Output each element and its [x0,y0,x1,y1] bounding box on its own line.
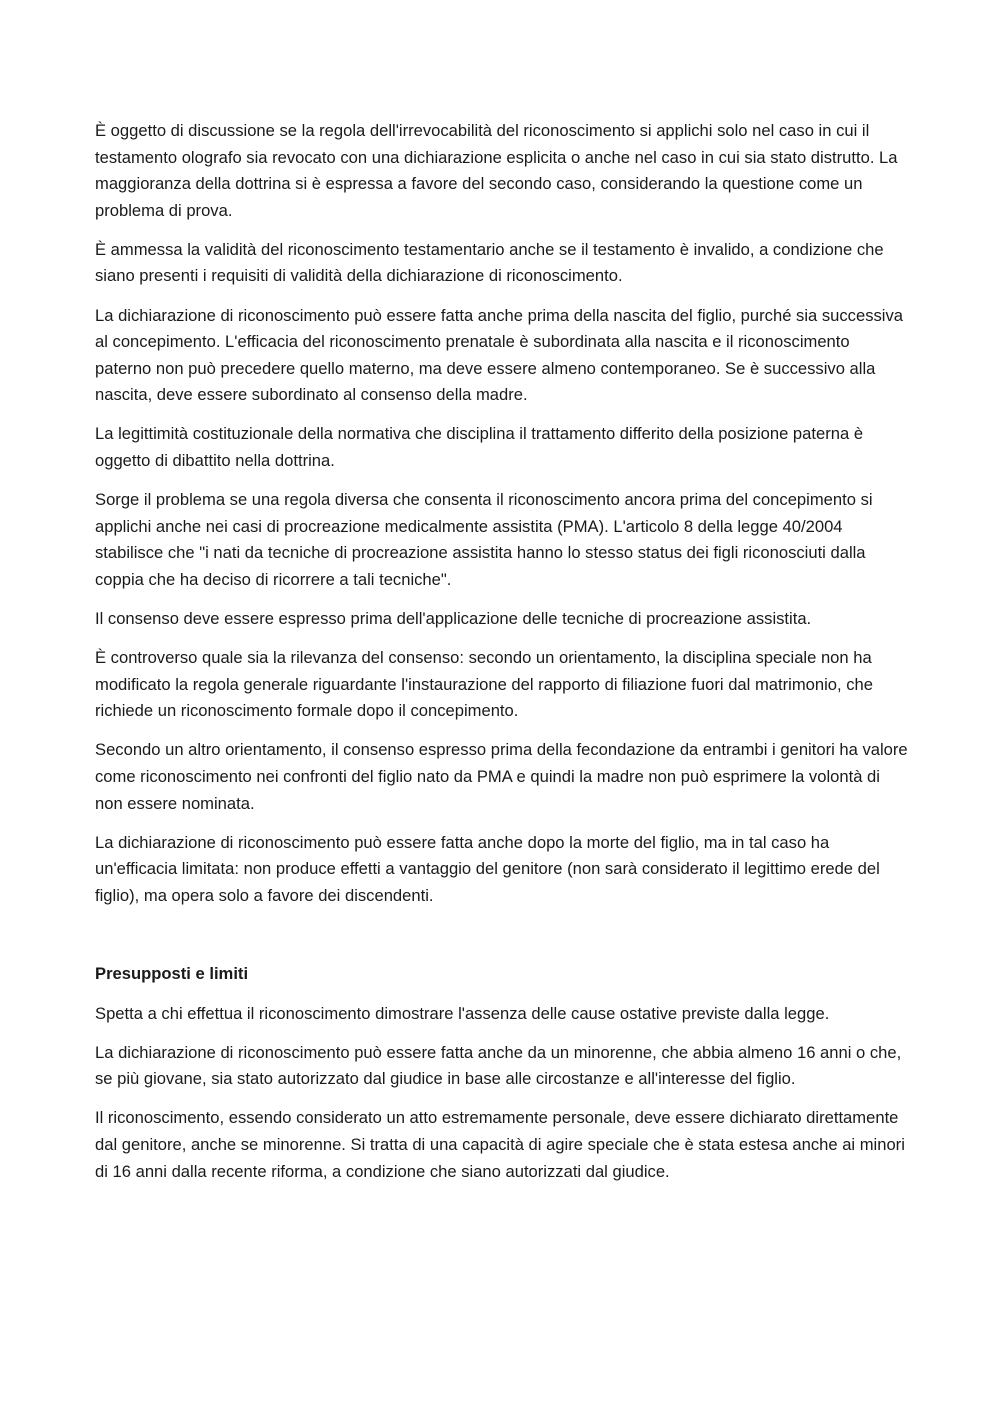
paragraph: Secondo un altro orientamento, il consenso espresso prima della fecondazione da entrambi i genitori ha valore come riconoscimento nei confronti del figlio nato da PMA e quindi la madre non può esprimere la volontà di non essere nominata. [95,740,908,813]
paragraph: Sorge il problema se una regola diversa che consenta il riconoscimento ancora prima del concepimento si applichi anche nei casi di procreazione medicalmente assistita (PMA). L'articolo 8 della legge 40/2004 stabilisce che "i nati da tecniche di procreazione assistita hanno lo stesso status dei figli riconosciuti dalla coppia che ha deciso di ricorrere a tali tecniche". [95,490,873,589]
paragraph: La dichiarazione di riconoscimento può essere fatta anche da un minorenne, che abbia almeno 16 anni o che, se più giovane, sia stato autorizzato dal giudice in base alle circostanze e all'interesse del figlio. [95,1042,902,1089]
paragraph: La dichiarazione di riconoscimento può essere fatta anche prima della nascita del figlio, purché sia successiva al concepimento. L'efficacia del riconoscimento prenatale è subordinata alla nascita e il riconoscimento paterno non può precedere quello materno, ma deve essere almeno contemporaneo. Se è successivo alla nascita, deve essere subordinato al consenso della madre. [95,305,904,405]
document-body [95,118,910,1198]
paragraph: La legittimità costituzionale della normativa che disciplina il trattamento differito della posizione paterna è oggetto di dibattito nella dottrina. [95,424,864,471]
paragraph: È oggetto di discussione se la regola dell'irrevocabilità del riconoscimento si applichi solo nel caso in cui il testamento olografo sia revocato con una dichiarazione esplicita o anche nel caso in cui sia stato distrutto. La maggioranza della dottrina si è espressa a favore del secondo caso, considerando la questione come un problema di prova. [95,121,898,220]
paragraph: Il consenso deve essere espresso prima dell'applicazione delle tecniche di procreazione assistita. [95,609,812,628]
paragraph: È ammessa la validità del riconoscimento testamentario anche se il testamento è invalido, a condizione che siano presenti i requisiti di validità della dichiarazione di riconoscimento. [95,239,884,286]
section-heading: Presupposti e limiti [95,964,249,984]
paragraph: La dichiarazione di riconoscimento può essere fatta anche dopo la morte del figlio, ma in tal caso ha un'efficacia limitata: non produce effetti a vantaggio del genitore (non sarà considerato il legittimo erede del figlio), ma opera solo a favore dei discendenti. [95,832,880,905]
paragraph: È controverso quale sia la rilevanza del consenso: secondo un orientamento, la disciplina speciale non ha modificato la regola generale riguardante l'instaurazione del rapporto di filiazione fuori dal matrimonio, che richiede un riconoscimento formale dopo il concepimento. [95,648,873,721]
paragraph: Il riconoscimento, essendo considerato un atto estremamente personale, deve essere dichiarato direttamente dal genitore, anche se minorenne. Si tratta di una capacità di agire speciale che è stata estesa anche ai minori di 16 anni dalla recente riforma, a condizione che siano autorizzati dal giudice. [95,1108,905,1181]
paragraph: Spetta a chi effettua il riconoscimento dimostrare l'assenza delle cause ostative previste dalla legge. [95,1003,830,1023]
